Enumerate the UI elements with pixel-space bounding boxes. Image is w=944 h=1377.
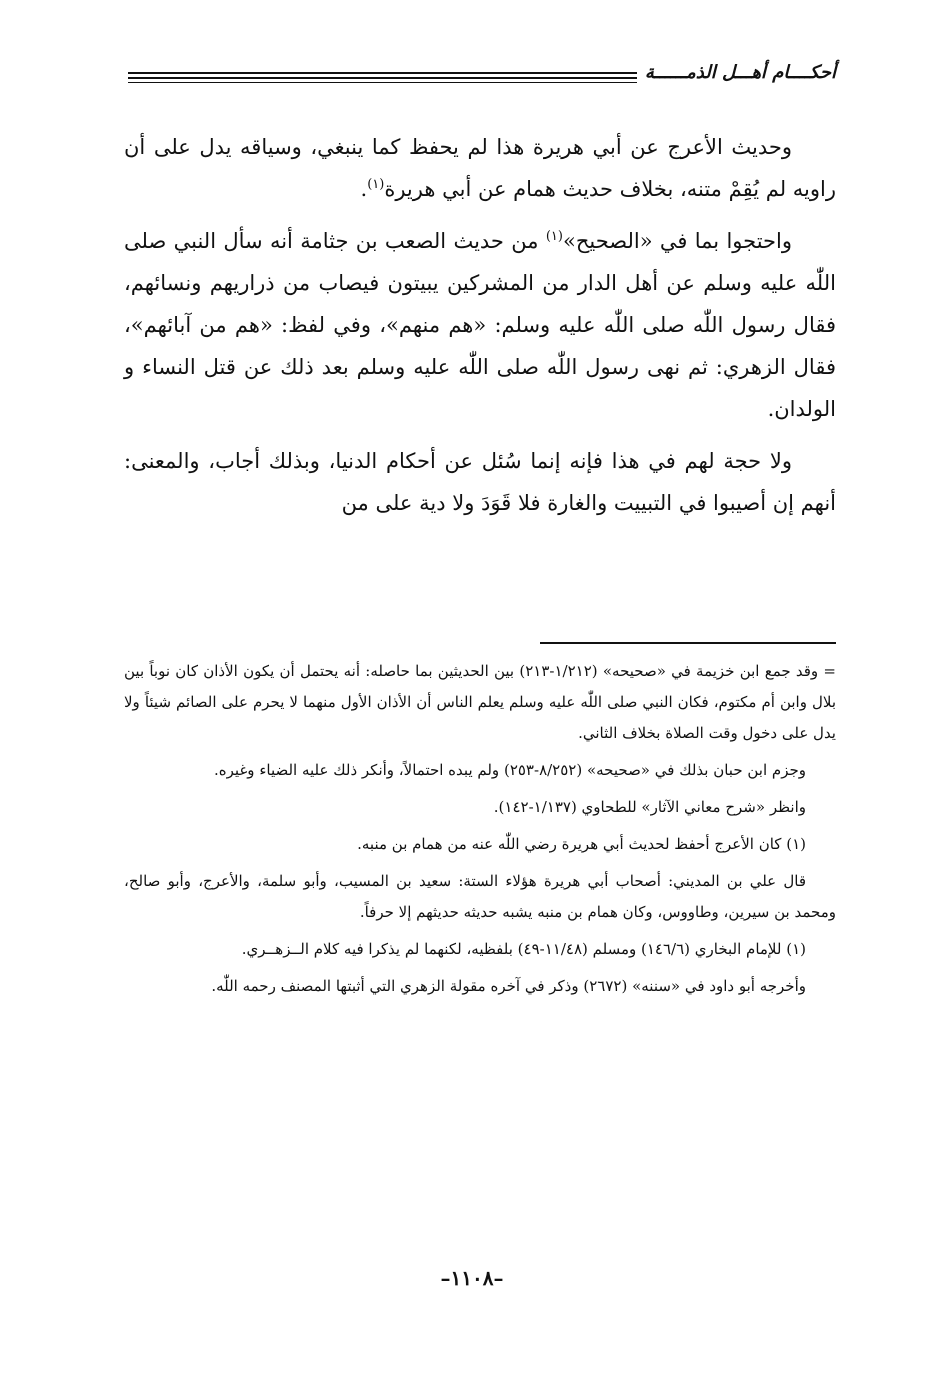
footnote: وجزم ابن حبان بذلك في «صحيحه» (٨/٢٥٢-٢٥٣) ولم يبده احتمالاً، وأنكر ذلك عليه الضياء وغيره.	[214, 761, 806, 779]
page-number: –١١٠٨–	[440, 1266, 504, 1290]
paragraph-text: .	[360, 177, 368, 201]
header-title: أحكــــام أهـــل الذمــــــة	[637, 62, 836, 84]
body-paragraph	[124, 126, 836, 210]
footnote: قال علي بن المديني: أصحاب أبي هريرة هؤلاء الستة: سعيد بن المسيب، وأبو سلمة، والأعرج، وأبو صالح، ومحمد بن سيرين، وطاووس، وكان همام بن منبه يشبه حديثه حديثهم إلا حرفاً.	[124, 872, 836, 921]
header-rule	[128, 72, 718, 74]
footnote: (١) كان الأعرج أحفظ لحديث أبي هريرة رضي اللّٰه عنه من همام بن منبه.	[357, 835, 806, 853]
paragraph-text: واحتجوا بما في «الصحيح»	[562, 229, 793, 253]
footnote: (١) للإمام البخاري (١٤٦/٦) ومسلم (١١/٤٨-٤٩) بلفظيه، لكنهما لم يذكرا فيه كلام الــزهــري.	[241, 940, 806, 958]
footnote: وانظر «شرح معاني الآثار» للطحاوي (١/١٣٧-١٤٢).	[493, 798, 806, 816]
body-paragraph	[124, 220, 836, 430]
header-rule	[128, 82, 718, 83]
footnote-marker[interactable]: (١)	[545, 229, 563, 244]
main-text	[124, 126, 836, 534]
header-rule	[128, 77, 718, 79]
footnote-separator	[540, 642, 836, 644]
footnote: وأخرجه أبو داود في «سننه» (٢٦٧٢) وذكر في آخره مقولة الزهري التي أثبتها المصنف رحمه اللّٰه.	[211, 977, 806, 995]
footnotes	[124, 656, 836, 1008]
footnote-marker[interactable]: (١)	[367, 177, 385, 192]
running-header	[128, 62, 836, 88]
paragraph-text: وحديث الأعرج عن أبي هريرة هذا لم يحفظ كما ينبغي، وسياقه يدل على أن راويه لم يُقِمْ متنه، بخلاف حديث همام عن أبي هريرة	[124, 135, 836, 201]
body-paragraph	[124, 440, 836, 524]
paragraph-text: ولا حجة لهم في هذا فإنه إنما سُئل عن أحكام الدنيا، وبذلك أجاب، والمعنى: أنهم إن أصيبوا في التبييت والغارة فلا قَوَدَ ولا دية على من	[124, 449, 836, 515]
paragraph-text: من حديث الصعب بن جثامة أنه سأل النبي صلى اللّٰه عليه وسلم عن أهل الدار من المشركين يبيتون فيصاب من ذراريهم ونسائهم، فقال رسول اللّٰه صلى اللّٰه عليه وسلم: «هم منهم»، وفي لفظ: «هم من آبائهم»، فقال الزهري: ثم نهى رسول اللّٰه صلى اللّٰه عليه وسلم بعد ذلك عن قتل النساء و الولدان.	[124, 229, 836, 421]
footnote: = وقد جمع ابن خزيمة في «صحيحه» (١/٢١٢-٢١٣) بين الحديثين بما حاصله: أنه يحتمل أن يكون الأذان كان نوباً بين بلال وابن أم مكتوم، فكان النبي صلى اللّٰه عليه وسلم يعلم الناس أن الأذان الأول منهما لا يحرم على الصائم شيئاً ولا يدل على دخول وقت الصلاة بخلاف الثاني.	[124, 662, 836, 742]
